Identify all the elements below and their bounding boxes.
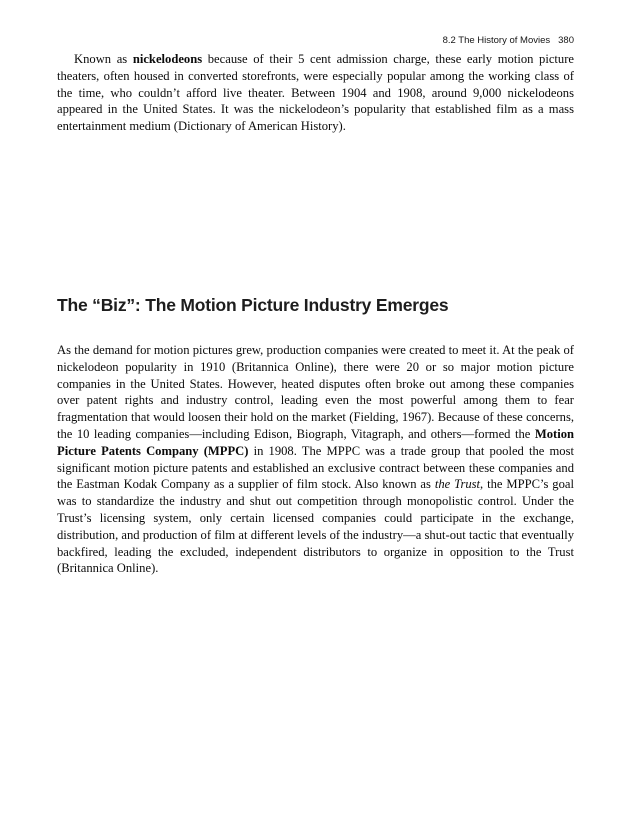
text-run: Known as: [74, 52, 133, 66]
italic-term-the-trust: the Trust: [434, 477, 481, 492]
page-number: 380: [558, 35, 574, 46]
text-run: in 1908. The MPPC was a trade group that pooled the most significant motion picture patents and established an exclusive contract between these companies and the Eastman Kodak Company as a supplier of film stock. Also known as: [57, 443, 574, 492]
text-run: , the MPPC’s goal was to standardize the industry and shut out competition through monopolistic control. Under the Trust’s licensing system, only certain licensed companies could participate in the exchange, distribution, and production of film at different levels of the industry—a shut-out tactic that eventually backfired, leading the excluded, independent distributors to organize in opposition to the Trust (Britannica Online).: [57, 477, 574, 576]
text-run: because of their 5 cent admission charge, these early motion picture theaters, often housed in converted storefronts, were especially popular among the working class of the time, who couldn’t afford live theater. Between 1904 and 1908, around 9,000 nickelodeons appeared in the United States. It was the nickelodeon’s popularity that established film as a mass entertainment medium (Dictionary of American History).: [57, 52, 575, 134]
bold-term-mppc: Motion Picture Patents Company (MPPC): [57, 426, 574, 458]
section-heading: The “Biz”: The Motion Picture Industry Emerges: [57, 295, 449, 315]
paragraph-nickelodeons: [57, 51, 574, 135]
text-run: As the demand for motion pictures grew, production companies were created to meet it. At the peak of nickelodeon popularity in 1910 (Britannica Online), there were 20 or so major motion picture companies in the United States. However, heated disputes often broke out among these companies over patent rights and industry control, leading even the most powerful among them to fear fragmentation that would loosen their hold on the market (Fielding, 1967). Because of these concerns, the 10 leading companies—including Edison, Biograph, Vitagraph, and others—formed the: [57, 343, 574, 441]
bold-term-nickelodeons: nickelodeons: [132, 52, 203, 66]
page-header: [443, 35, 574, 46]
paragraph-mppc: [57, 342, 574, 577]
running-title: 8.2 The History of Movies: [442, 35, 551, 46]
